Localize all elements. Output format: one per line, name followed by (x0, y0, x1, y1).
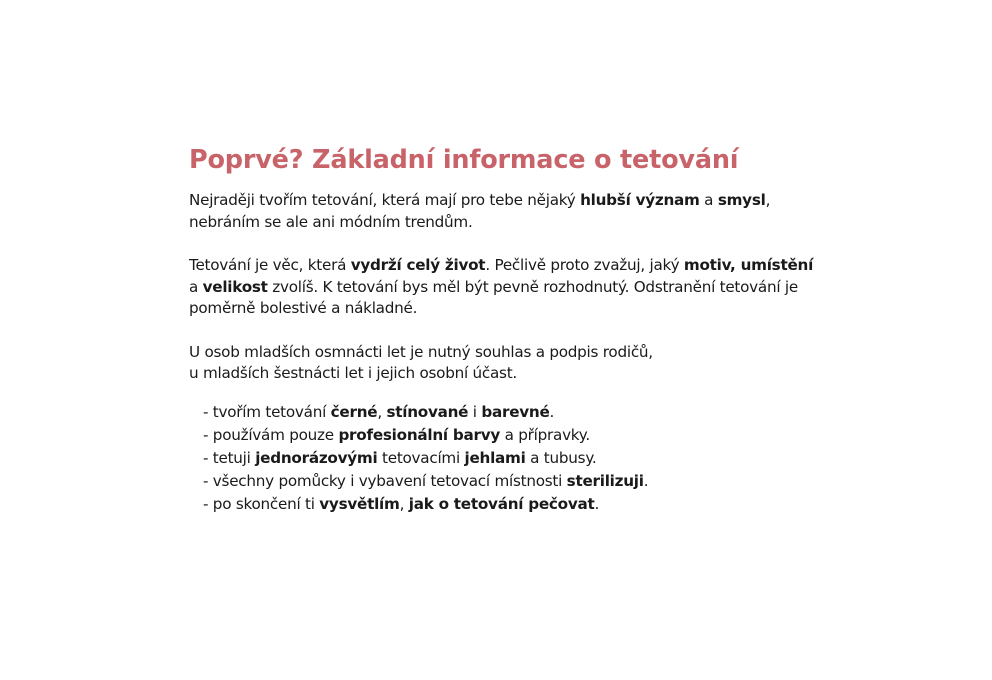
paragraph-lifetime (189, 255, 829, 320)
text: nebráním se ale ani módním trendům. (189, 212, 473, 231)
text: i (468, 402, 482, 421)
list-item (203, 447, 829, 470)
emphasis: stínované (386, 402, 469, 421)
text: - tvořím tetování (203, 402, 331, 421)
text: - tetuji (203, 448, 256, 467)
emphasis: hlubší význam (580, 191, 700, 209)
text: poměrně bolestivé a nákladné. (189, 299, 418, 317)
list-item (203, 470, 829, 493)
paragraph-age (189, 342, 829, 385)
text: - po skončení ti (203, 494, 320, 513)
emphasis: černé (330, 402, 378, 421)
text: a tubusy. (525, 448, 597, 467)
emphasis: barevné (481, 402, 550, 421)
emphasis: vysvětlím (319, 494, 400, 513)
text: a přípravky. (500, 425, 590, 444)
text: . Pečlivě proto zvažuj, jaký (485, 256, 684, 274)
emphasis: jednorázovými (255, 448, 378, 467)
emphasis: smysl (717, 191, 766, 209)
text: , (765, 191, 771, 209)
emphasis: vydrží celý život (350, 256, 486, 274)
emphasis: jak o tetování pečovat (408, 494, 595, 513)
text: u mladších šestnácti let i jejich osobní účast. (189, 364, 517, 382)
emphasis: profesionální barvy (338, 425, 501, 444)
text: a (699, 191, 718, 209)
list-item (203, 401, 829, 424)
list-item (203, 493, 829, 516)
text: - používám pouze (203, 425, 339, 444)
emphasis: motiv, umístění (683, 256, 814, 274)
text: Nejraději tvořím tetování, která mají pro tebe nějaký (189, 191, 581, 209)
text: , (399, 494, 409, 513)
text: - všechny pomůcky i vybavení tetovací místnosti (203, 471, 567, 490)
paragraph-meaning (189, 190, 829, 233)
list-item (203, 424, 829, 447)
text: Tetování je věc, která (189, 256, 351, 274)
content (189, 140, 829, 516)
page-title: Poprvé? Základní informace o tetování (189, 145, 739, 175)
text: tetovacími (377, 448, 465, 467)
text: . (594, 494, 600, 513)
text: , (377, 402, 387, 421)
text: zvolíš. K tetování bys měl být pevně rozhodnutý. Odstranění tetování je (267, 277, 798, 296)
text: a (189, 277, 203, 296)
emphasis: jehlami (464, 448, 526, 467)
emphasis: sterilizuji (566, 471, 644, 490)
text: U osob mladších osmnácti let je nutný souhlas a podpis rodičů, (189, 342, 653, 361)
text: . (549, 402, 555, 421)
service-list (189, 401, 829, 516)
emphasis: velikost (202, 277, 268, 296)
text: . (643, 471, 649, 490)
